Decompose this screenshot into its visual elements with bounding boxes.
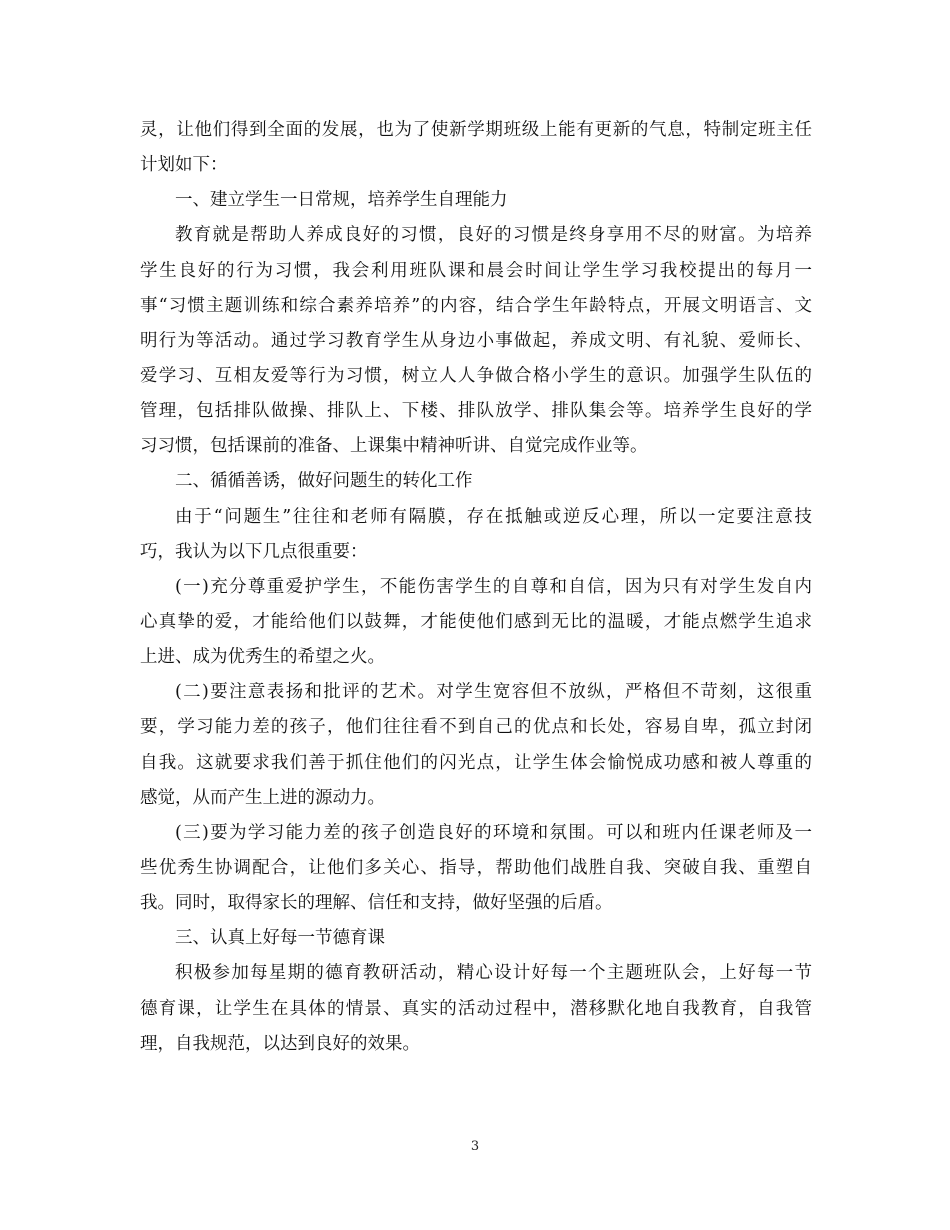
text-line: 上进、成为优秀生的希望之火。 [140, 647, 385, 668]
text-line: 自我。这就要求我们善于抓住他们的闪光点，让学生体会愉悦成功感和被人尊重的 [140, 752, 812, 773]
text-line: 明行为等活动。通过学习教育学生从身边小事做起，养成文明、有礼貌、爱师长、 [140, 330, 812, 351]
page-number: 3 [470, 1139, 480, 1154]
text-line: 积极参加每星期的德育教研活动，精心设计好每一个主题班队会，上好每一节 [175, 963, 812, 984]
text-line: (二)要注意表扬和批评的艺术。对学生宽容但不放纵，严格但不苛刻，这很重 [175, 682, 812, 703]
text-line: 学生良好的行为习惯，我会利用班队课和晨会时间让学生学习我校提出的每月一 [140, 260, 812, 281]
text-line: 事“习惯主题训练和综合素养培养”的内容，结合学生年龄特点，开展文明语言、文 [140, 295, 812, 316]
text-line: 爱学习、互相友爱等行为习惯，树立人人争做合格小学生的意识。加强学生队伍的 [140, 365, 812, 386]
section-heading: 三、认真上好每一节德育课 [175, 928, 385, 949]
text-line: 要，学习能力差的孩子，他们往往看不到自己的优点和长处，容易自卑，孤立封闭 [140, 717, 812, 738]
text-line: (一)充分尊重爱护学生，不能伤害学生的自尊和自信，因为只有对学生发自内 [175, 576, 812, 597]
text-line: 理，自我规范，以达到良好的效果。 [140, 1033, 420, 1054]
text-line: (三)要为学习能力差的孩子创造良好的环境和氛围。可以和班内任课老师及一 [175, 822, 812, 843]
section-heading: 二、循循善诱，做好问题生的转化工作 [175, 471, 473, 492]
text-line: 计划如下： [140, 155, 228, 176]
text-line: 灵，让他们得到全面的发展，也为了使新学期班级上能有更新的气息，特制定班主任 [140, 120, 812, 140]
text-line: 心真挚的爱，才能给他们以鼓舞，才能使他们感到无比的温暖，才能点燃学生追求 [140, 611, 812, 632]
section-heading: 一、建立学生一日常规，培养学生自理能力 [175, 190, 508, 211]
text-line: 巧，我认为以下几点很重要： [140, 541, 368, 562]
text-line: 由于“问题生”往往和老师有隔膜，存在抵触或逆反心理，所以一定要注意技 [175, 506, 812, 527]
text-line: 德育课，让学生在具体的情景、真实的活动过程中，潜移默化地自我教育，自我管 [140, 998, 812, 1019]
text-line: 些优秀生协调配合，让他们多关心、指导，帮助他们战胜自我、突破自我、重塑自 [140, 857, 812, 878]
text-line: 教育就是帮助人养成良好的习惯，良好的习惯是终身享用不尽的财富。为培养 [175, 225, 812, 246]
document-body [140, 113, 812, 1062]
text-line: 管理，包括排队做操、排队上、下楼、排队放学、排队集会等。培养学生良好的学 [140, 401, 812, 422]
text-line: 感觉，从而产生上进的源动力。 [140, 787, 385, 808]
text-line: 习习惯，包括课前的准备、上课集中精神听讲、自觉完成作业等。 [140, 436, 648, 457]
text-line: 我。同时，取得家长的理解、信任和支持，做好坚强的后盾。 [140, 893, 613, 914]
